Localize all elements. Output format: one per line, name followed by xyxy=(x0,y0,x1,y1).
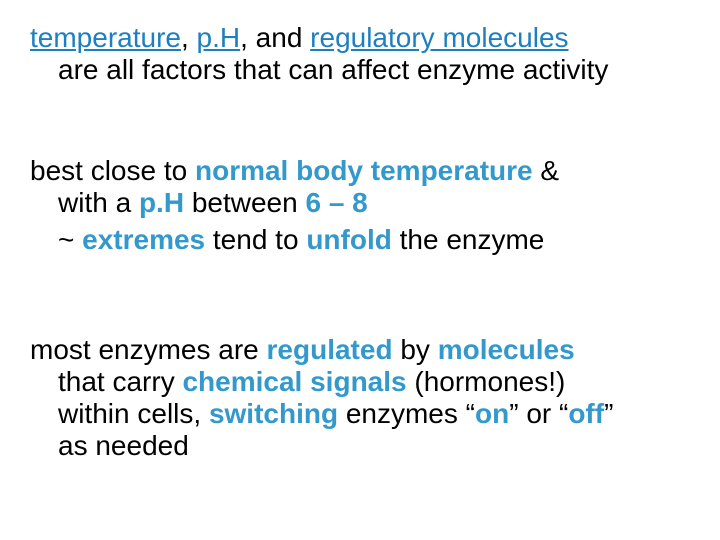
highlight-extremes: extremes xyxy=(82,224,206,255)
highlight-ph: p.H xyxy=(138,187,185,218)
highlight-ph-range: 6 – 8 xyxy=(305,187,368,218)
text-segment: the enzyme xyxy=(391,224,545,255)
text-segment: enzymes “ xyxy=(338,398,475,429)
conditions-line-2 xyxy=(30,187,706,219)
highlight-switching: switching xyxy=(208,398,339,429)
highlight-unfold: unfold xyxy=(306,224,392,255)
text-segment: (hormones!) xyxy=(406,366,566,397)
regulation-line-4: as needed xyxy=(58,430,189,461)
text-segment: within cells, xyxy=(58,398,209,429)
text-segment: ” xyxy=(604,398,614,429)
regulation-line-1 xyxy=(30,334,706,366)
term-ph: p.H xyxy=(196,22,241,53)
text-segment: best close to xyxy=(30,155,195,186)
regulation-line-3 xyxy=(30,398,706,430)
highlight-regulated: regulated xyxy=(266,334,393,365)
factors-line-1 xyxy=(30,22,706,54)
text-segment: most enzymes are xyxy=(30,334,267,365)
text-segment: between xyxy=(184,187,306,218)
text-segment: tend to xyxy=(205,224,307,255)
conditions-line-3 xyxy=(30,224,706,256)
factors-paragraph xyxy=(30,22,706,86)
term-temperature: temperature xyxy=(30,22,181,53)
conditions-paragraph xyxy=(30,155,706,256)
conditions-line-1 xyxy=(30,155,706,187)
text-segment: by xyxy=(392,334,438,365)
text-segment: & xyxy=(532,155,560,186)
text-segment: with a xyxy=(58,187,139,218)
regulation-line-2 xyxy=(30,366,706,398)
text-segment: , xyxy=(180,22,197,53)
highlight-normal-body-temperature: normal body temperature xyxy=(194,155,533,186)
text-segment: that carry xyxy=(58,366,183,397)
highlight-off: off xyxy=(568,398,605,429)
highlight-molecules: molecules xyxy=(437,334,575,365)
highlight-on: on xyxy=(475,398,510,429)
term-regulatory-molecules: regulatory molecules xyxy=(310,22,569,53)
factors-line-2: are all factors that can affect enzyme activity xyxy=(58,54,609,85)
text-segment: ~ xyxy=(58,224,83,255)
regulation-paragraph xyxy=(30,334,706,462)
text-segment: ” or “ xyxy=(509,398,569,429)
text-segment: , and xyxy=(240,22,311,53)
highlight-chemical-signals: chemical signals xyxy=(182,366,407,397)
